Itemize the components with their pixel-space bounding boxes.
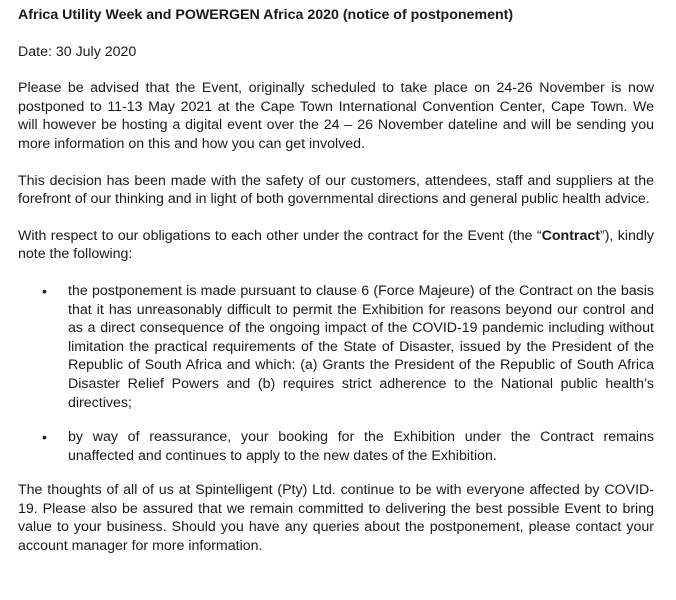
paragraph-decision: This decision has been made with the safety of our customers, attendees, staff and suppliers at the forefront of our thinking and in light of both governmental directions and general public health advice. <box>18 172 654 208</box>
notice-title: Africa Utility Week and POWERGEN Africa 2020 (notice of postponement) <box>18 7 514 23</box>
notice-document <box>18 6 654 574</box>
bullet-icon: • <box>42 282 47 299</box>
obligations-text-before: With respect to our obligations to each other under the contract for the Event (the “ <box>18 227 542 244</box>
list-item-text: the postponement is made pursuant to clause 6 (Force Majeure) of the Contract on the basis that it has unreasonably difficult to permit the Exhibition for reasons beyond our control and as a direct consequence of the ongoing impact of the COVID-19 pandemic including without limitation the practical requirements of the State of Disaster, issued by the President of the Republic of South Africa and which: (a) Grants the President of the Republic of South Africa Disaster Relief Powers and (b) requires strict adherence to the National public health’s directives; <box>68 282 654 411</box>
paragraph-obligations <box>18 227 654 264</box>
obligations-list <box>18 282 654 465</box>
list-item-text: by way of reassurance, your booking for the Exhibition under the Contract remains unaffected and continues to apply to the new dates of the Exhibition. <box>68 429 654 464</box>
list-item <box>18 428 654 465</box>
paragraph-postponement: Please be advised that the Event, originally scheduled to take place on 24-26 November is now postponed to 11-13 May 2021 at the Cape Town International Convention Center, Cape Town. We will however be hosting a digital event over the 24 – 26 November dateline and will be sending you more information on this and how you can get involved. <box>18 80 654 152</box>
obligations-text-after: ”), kindly note the following: <box>18 227 654 263</box>
bullet-icon: • <box>42 429 47 446</box>
contract-term: Contract <box>541 227 600 244</box>
notice-date: Date: 30 July 2020 <box>18 43 137 60</box>
paragraph-closing: The thoughts of all of us at Spintelligent (Pty) Ltd. continue to be with everyone affected by COVID-19. Please also be assured that we remain committed to delivering the best possible Event to bring value to your business. Should you have any queries about the postponement, please contact your account manager for more information. <box>18 482 654 555</box>
list-item <box>18 282 654 412</box>
